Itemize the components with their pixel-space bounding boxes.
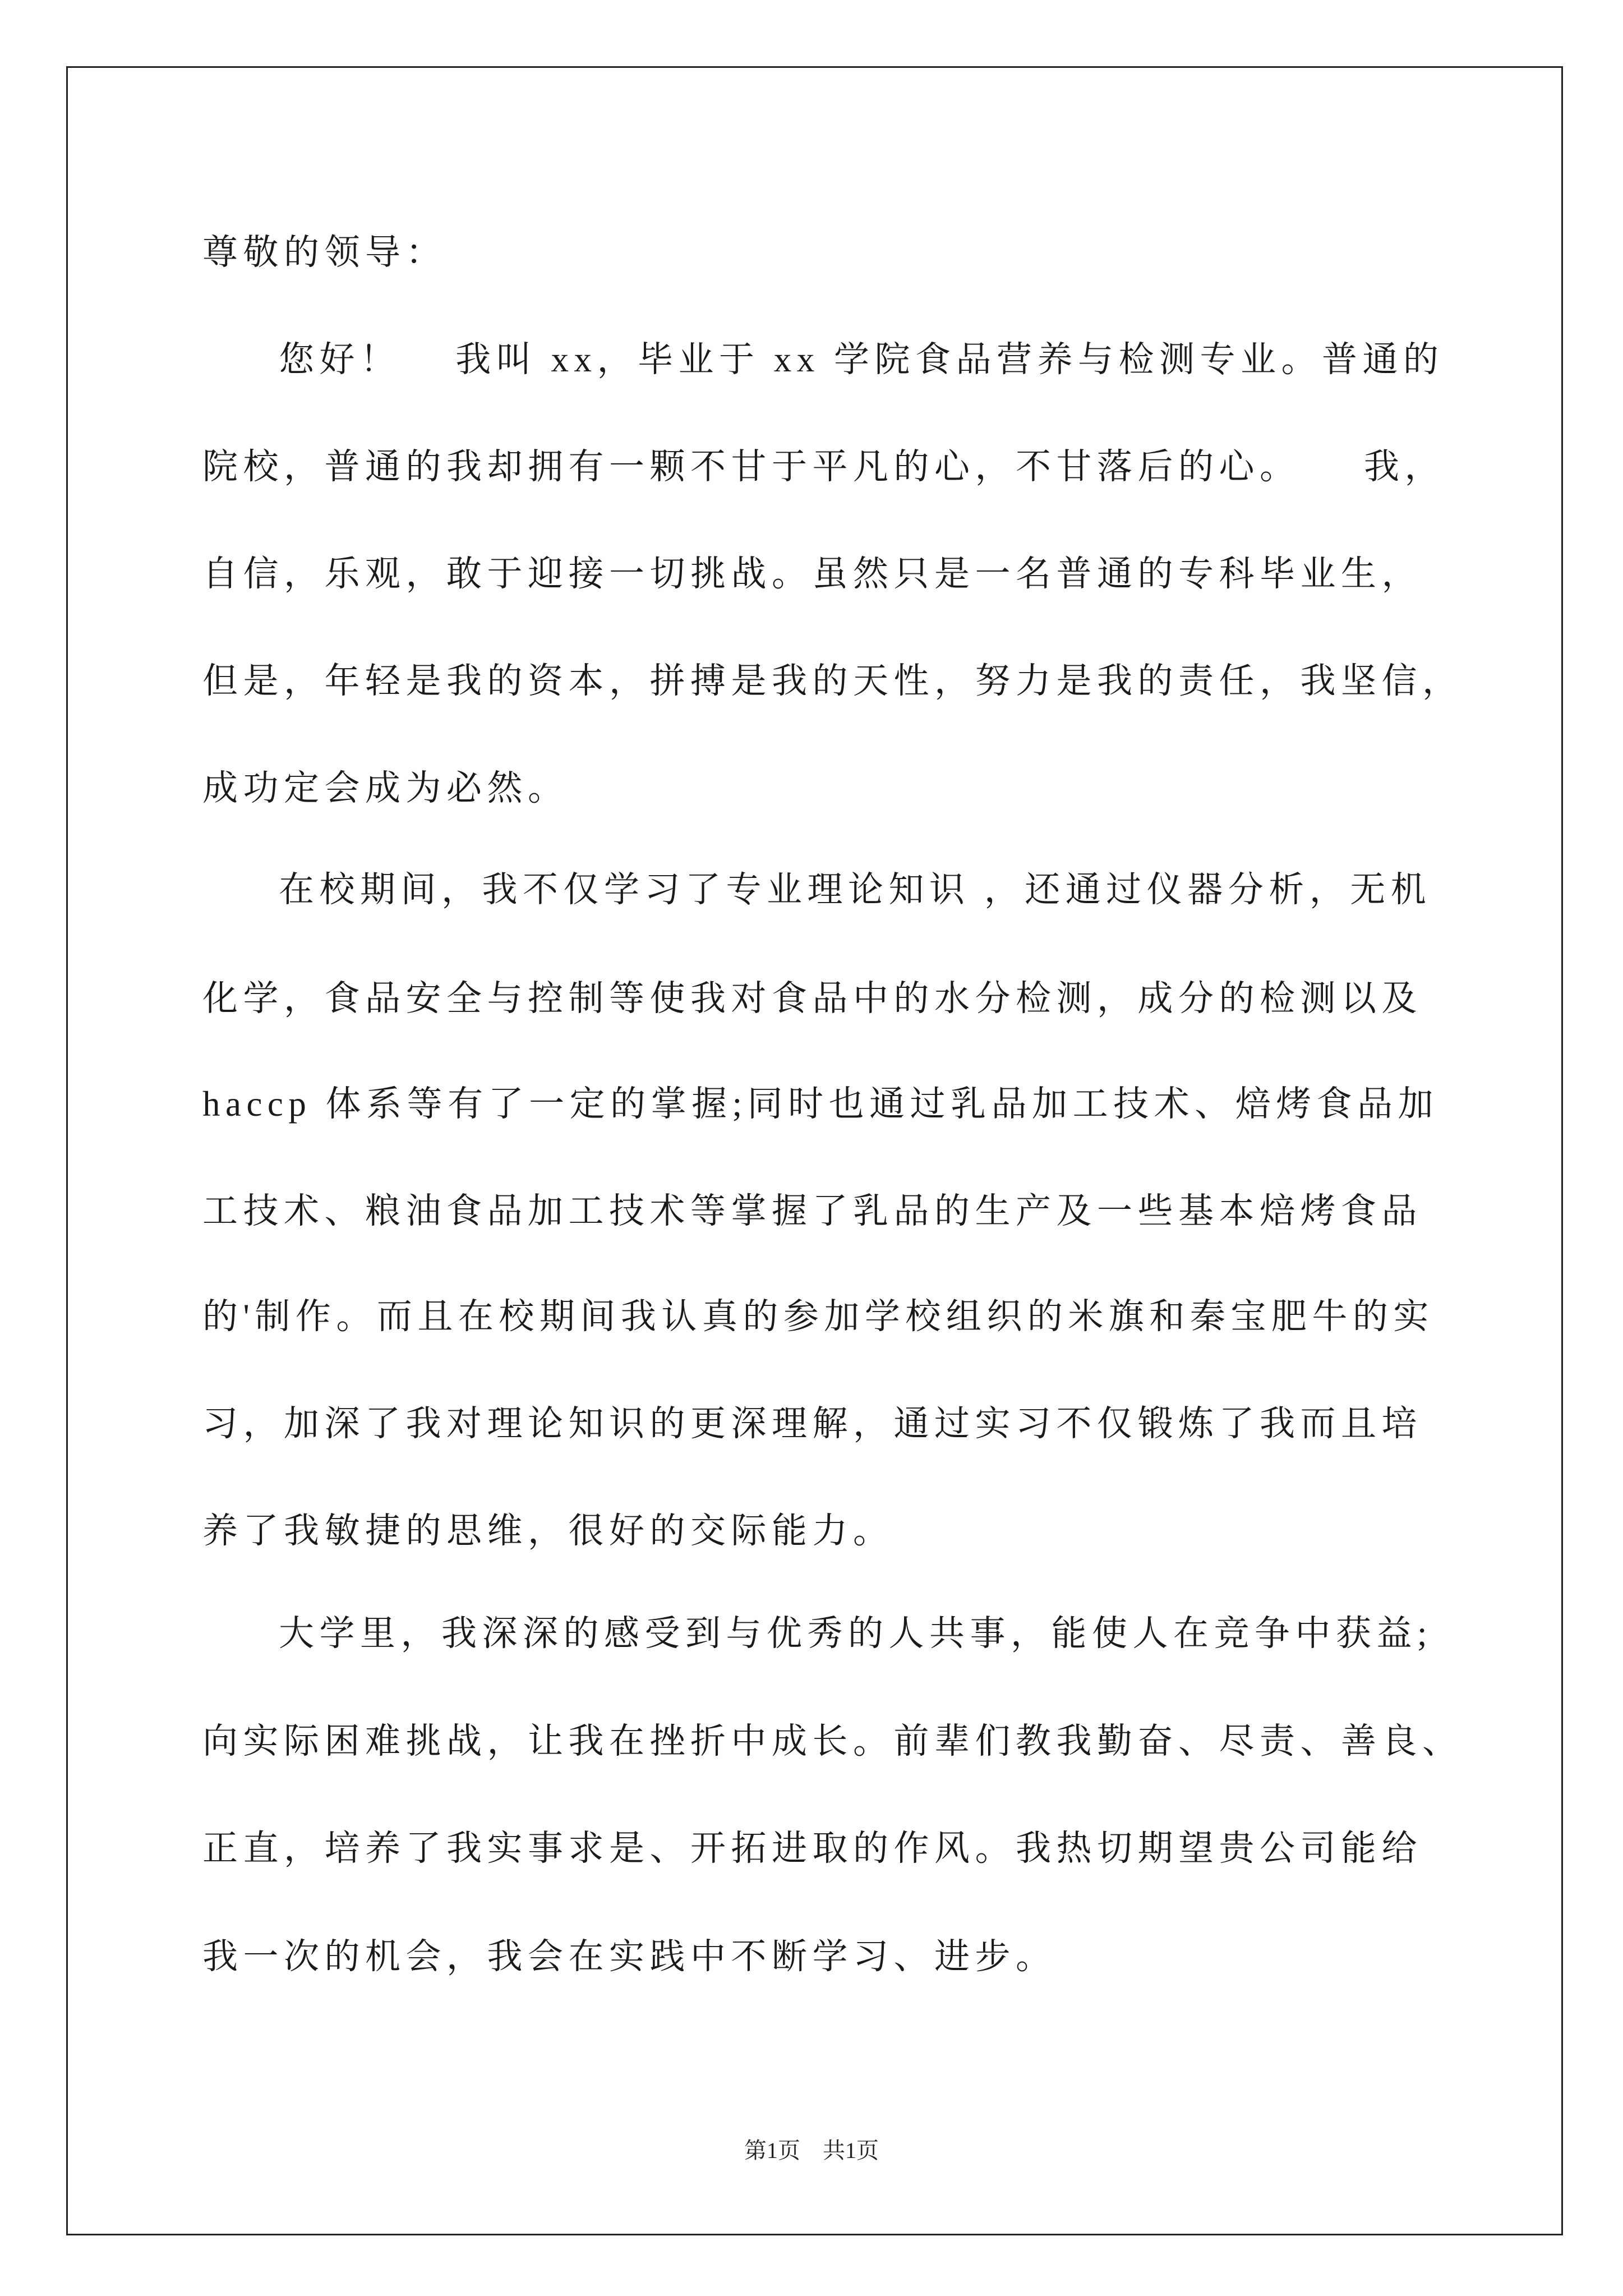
paragraph-3-line-2: 向实际困难挑战，让我在挫折中成长。前辈们教我勤奋、尽责、善良、 [202, 1722, 1463, 1761]
salutation: 尊敬的领导： [202, 233, 446, 272]
paragraph-1-line-3: 自信，乐观，敢于迎接一切挑战。虽然只是一名普通的专科毕业生， [202, 554, 1422, 593]
paragraph-3-line-1: 大学里，我深深的感受到与优秀的人共事，能使人在竞争中获益; [279, 1614, 1433, 1653]
paragraph-2-line-4: 工技术、粮油食品加工技术等掌握了乳品的生产及一些基本焙烤食品 [202, 1191, 1422, 1231]
paragraph-1-line-1: 您好！ 我叫 xx，毕业于 xx 学院食品营养与检测专业。普通的 [279, 340, 1444, 379]
page-border [66, 66, 1563, 2235]
page-number-footer: 第1页 共1页 [744, 2138, 879, 2163]
paragraph-3-line-3: 正直，培养了我实事求是、开拓进取的作风。我热切期望贵公司能给 [202, 1829, 1422, 1868]
paragraph-2-line-7: 养了我敏捷的思维，很好的交际能力。 [202, 1511, 894, 1550]
paragraph-2-line-1: 在校期间，我不仅学习了专业理论知识 ，还通过仪器分析，无机 [279, 870, 1432, 909]
paragraph-1-line-5: 成功定会成为必然。 [202, 769, 569, 808]
paragraph-1-line-4: 但是，年轻是我的资本，拼搏是我的天性，努力是我的责任，我坚信， [202, 661, 1463, 701]
paragraph-2-line-5: 的'制作。而且在校期间我认真的参加学校组织的米旗和秦宝肥牛的实 [202, 1297, 1434, 1336]
paragraph-2-line-6: 习，加深了我对理论知识的更深理解，通过实习不仅锻炼了我而且培 [202, 1404, 1422, 1443]
paragraph-1-line-2: 院校，普通的我却拥有一颗不甘于平凡的心，不甘落后的心。 我， [202, 447, 1445, 486]
paragraph-3-line-4: 我一次的机会，我会在实践中不断学习、进步。 [202, 1937, 1057, 1976]
paragraph-2-line-3: haccp 体系等有了一定的掌握;同时也通过乳品加工技术、焙烤食品加 [202, 1084, 1439, 1124]
paragraph-2-line-2: 化学，食品安全与控制等使我对食品中的水分检测，成分的检测以及 [202, 979, 1422, 1018]
